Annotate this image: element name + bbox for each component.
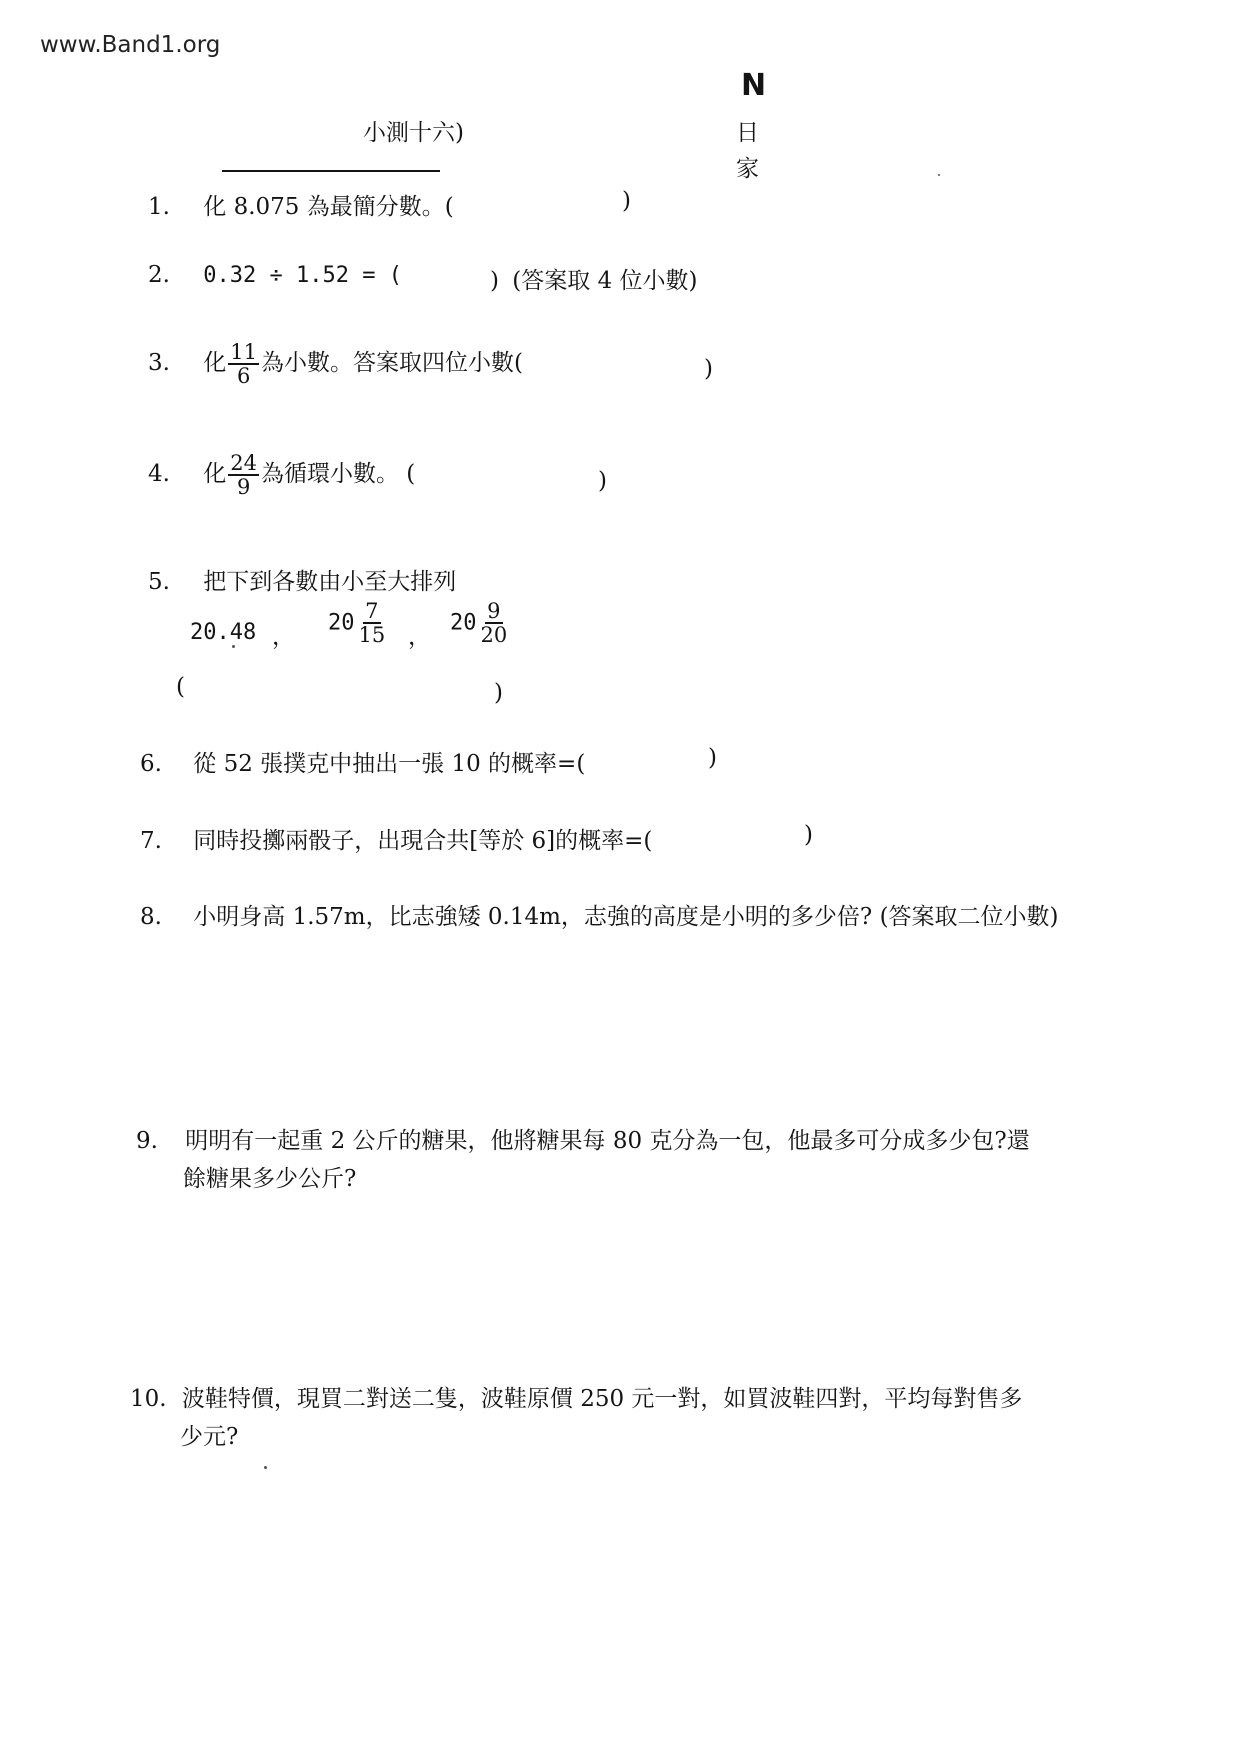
header-right-char-1: 日 — [736, 120, 759, 146]
answer-open-bracket: ( — [176, 674, 185, 700]
scan-speck — [938, 174, 940, 176]
question-2-tail — [490, 262, 698, 295]
answer-close-bracket: ) — [704, 356, 713, 382]
question-text-line-1: 波鞋特價，現買二對送二隻，波鞋原價 250 元一對，如買波鞋四對，平均每對售多 — [181, 1386, 1023, 1412]
fraction — [228, 452, 259, 498]
number-item-1: 20.48 — [190, 620, 257, 645]
fraction-denominator: 6 — [236, 364, 251, 389]
question-6 — [140, 745, 585, 778]
fraction-denominator: 20 — [480, 623, 508, 648]
question-text: 化 8.075 為最簡分數。( — [203, 194, 454, 220]
question-text-line-1: 明明有一起重 2 公斤的糖果，他將糖果每 80 克分為一包，他最多可分成多少包?還 — [185, 1128, 1030, 1154]
answer-close-bracket: ) — [598, 468, 607, 494]
question-8 — [140, 898, 1059, 931]
question-suffix: 為小數。答案取四位小數( — [261, 350, 523, 377]
title-underline — [222, 170, 440, 172]
question-text: 把下到各數由小至大排列 — [203, 569, 457, 595]
fraction-denominator: 15 — [358, 623, 386, 648]
question-number: 2. — [148, 262, 170, 288]
fraction-numerator: 9 — [487, 599, 501, 623]
question-number: 4. — [148, 461, 170, 488]
question-number: 7. — [140, 828, 162, 854]
answer-close-bracket: ) — [804, 822, 813, 848]
question-text: 小明身高 1.57m，比志強矮 0.14m，志強的高度是小明的多少倍? (答案取二位小數) — [193, 904, 1059, 930]
question-1 — [148, 188, 454, 221]
header-right-letter: N — [741, 68, 767, 103]
question-7 — [140, 822, 652, 855]
answer-close-bracket: ) — [494, 680, 503, 706]
fraction-denominator: 9 — [236, 475, 251, 500]
test-title: 小測十六) — [363, 120, 464, 146]
question-suffix: 為循環小數。 ( — [261, 461, 416, 488]
answer-note: (答案取 4 位小數) — [512, 268, 698, 294]
scan-speck — [232, 645, 235, 648]
question-2 — [148, 262, 402, 288]
question-3 — [148, 341, 523, 387]
question-number: 8. — [140, 904, 162, 930]
fraction-numerator: 11 — [230, 340, 257, 364]
question-prefix: 化 — [203, 461, 227, 488]
number-item-3 — [450, 600, 511, 646]
question-text-line-2: 餘糖果多少公斤? — [183, 1166, 357, 1192]
question-text: 從 52 張撲克中抽出一張 10 的概率=( — [193, 751, 586, 777]
answer-close-bracket: ) — [490, 268, 499, 294]
mixed-whole: 20 — [450, 610, 477, 636]
scan-speck — [264, 1466, 267, 1469]
fraction — [357, 600, 388, 646]
answer-close-bracket: ) — [708, 745, 717, 771]
fraction — [228, 341, 259, 387]
fraction-numerator: 24 — [230, 451, 257, 475]
separator: ， — [408, 624, 431, 650]
mixed-whole: 20 — [328, 610, 355, 636]
question-10 — [130, 1380, 1022, 1413]
question-number: 5. — [148, 569, 170, 595]
question-number: 6. — [140, 751, 162, 777]
question-number: 3. — [148, 350, 170, 377]
question-prefix: 化 — [203, 350, 227, 377]
number-item-2 — [328, 600, 389, 646]
question-number: 10. — [130, 1386, 167, 1412]
question-9 — [136, 1122, 1030, 1155]
fraction-numerator: 7 — [365, 599, 379, 623]
question-expression: 0.32 ÷ 1.52 = ( — [203, 263, 402, 288]
watermark-url: www.Band1.org — [40, 32, 221, 58]
answer-close-bracket: ) — [622, 188, 631, 214]
question-number: 9. — [136, 1128, 158, 1154]
question-text-line-2: 少元? — [180, 1424, 239, 1450]
fraction — [479, 600, 510, 646]
question-text: 同時投擲兩骰子，出現合共[等於 6]的概率=( — [193, 828, 653, 854]
separator: ， — [272, 624, 295, 650]
question-5 — [148, 563, 456, 596]
question-4 — [148, 452, 415, 498]
question-number: 1. — [148, 194, 170, 220]
header-right-char-2: 家 — [736, 156, 759, 182]
